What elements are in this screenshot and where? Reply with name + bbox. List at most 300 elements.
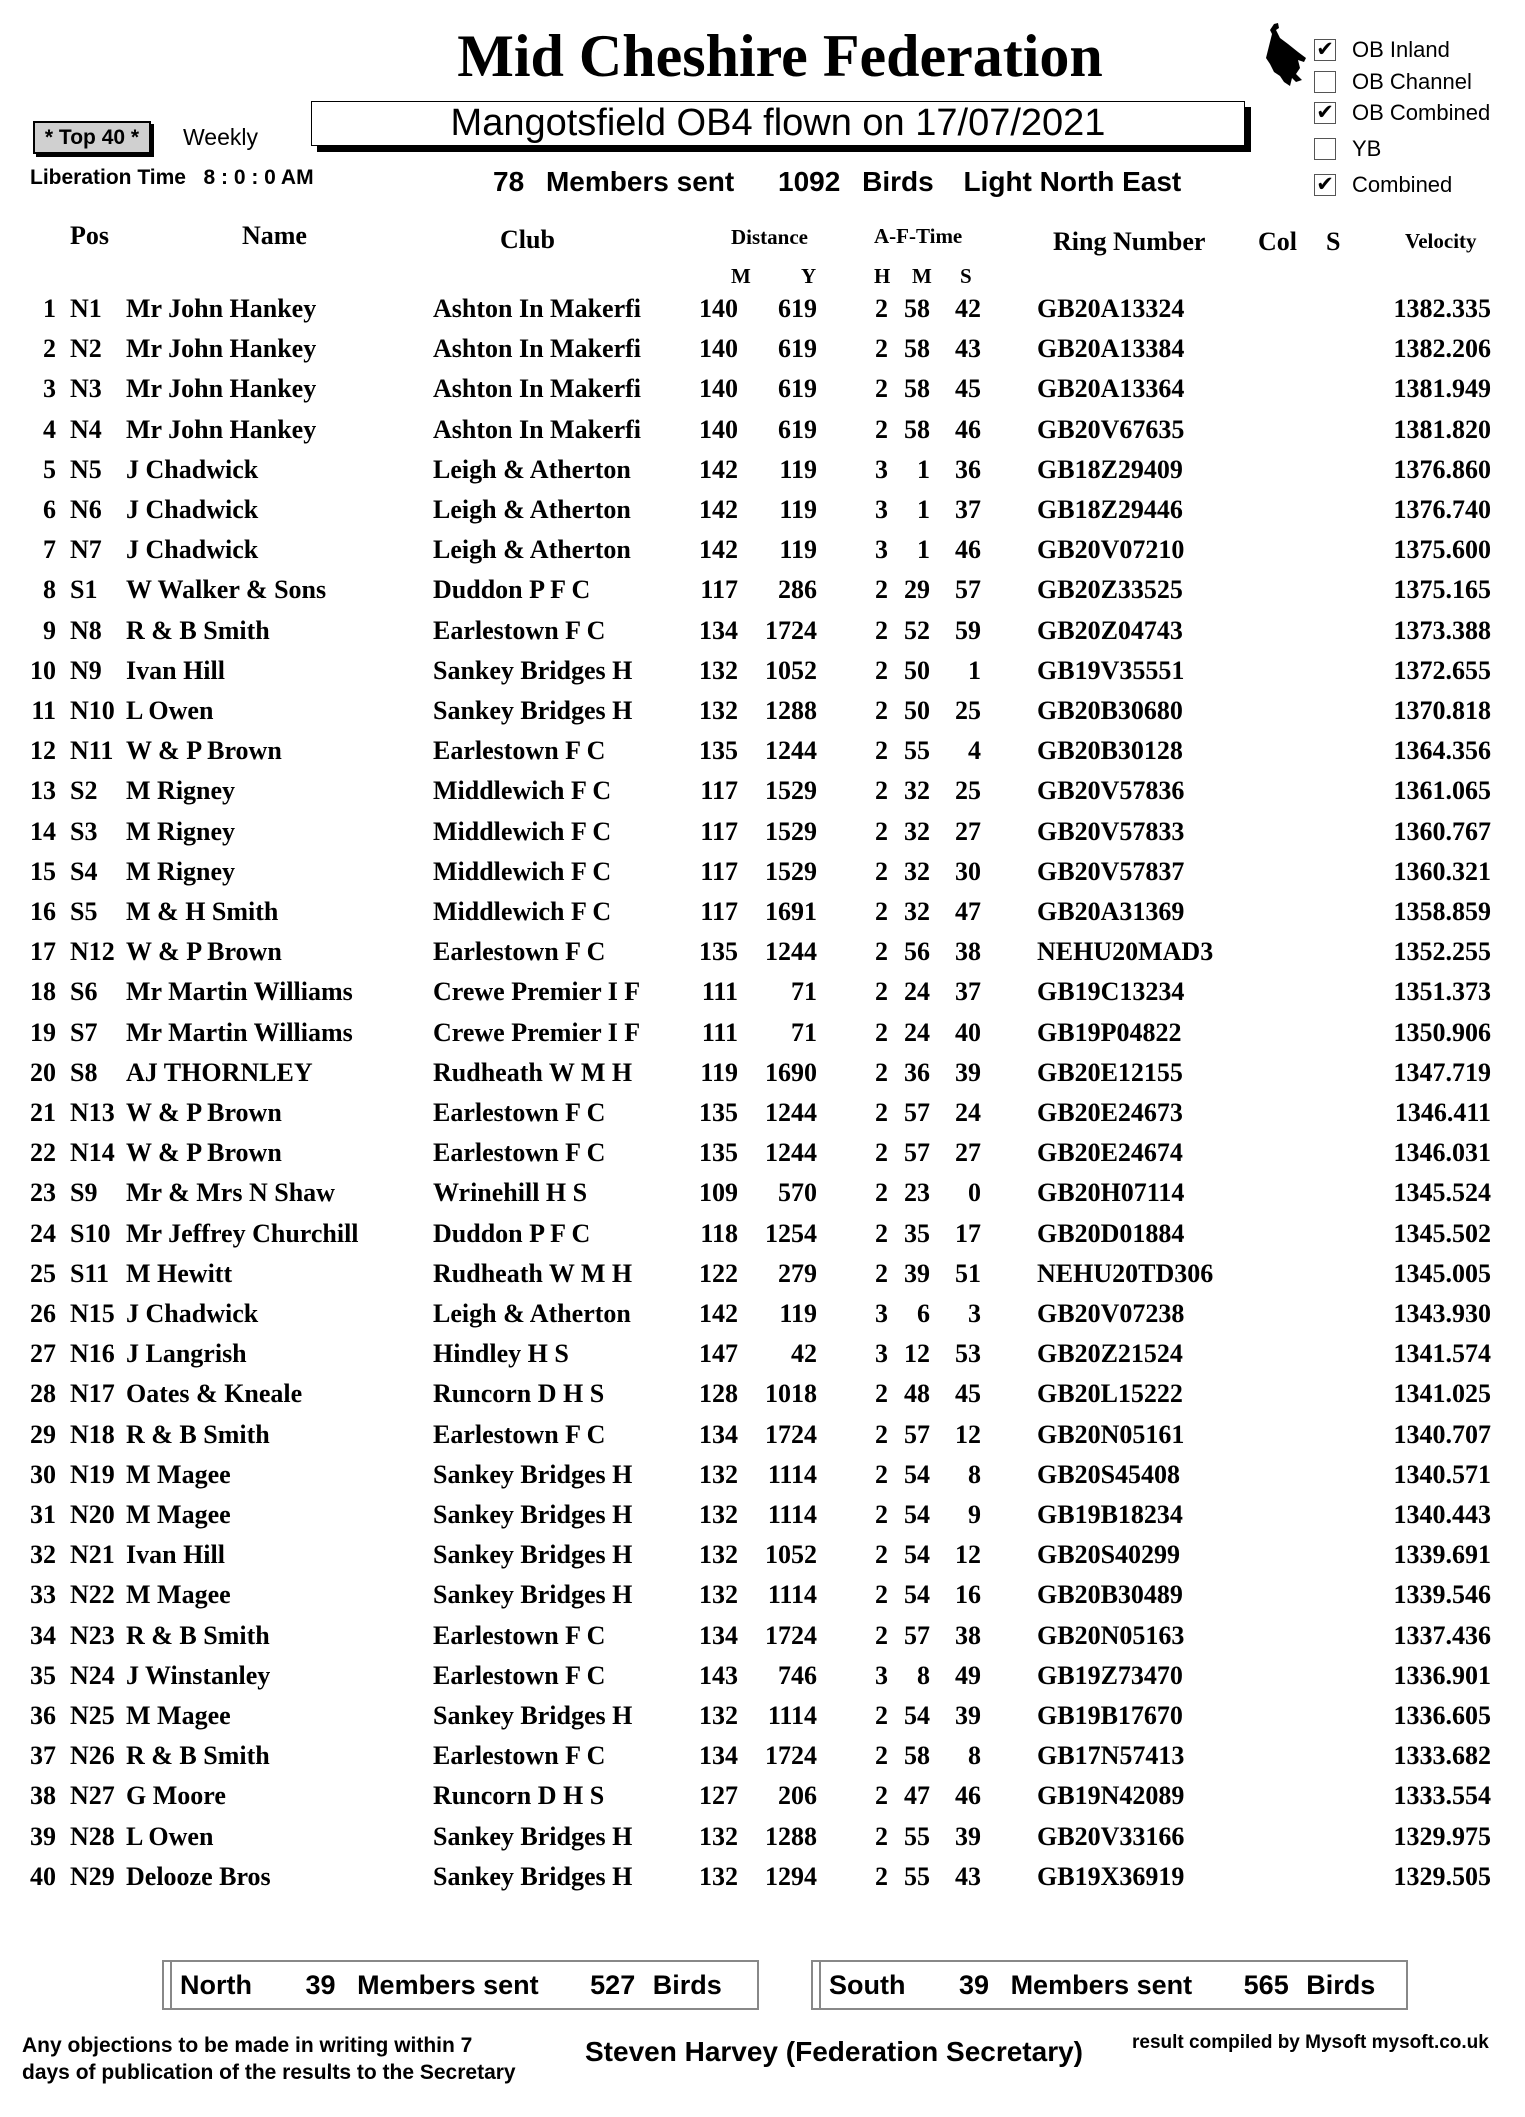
- cell-time-hours: 2: [875, 575, 888, 605]
- cell-ring-number: GB20N05163: [1037, 1620, 1185, 1650]
- cell-distance-yards: 1244: [765, 1138, 817, 1168]
- option-label: OB Channel: [1352, 69, 1472, 94]
- cell-ring-number: GB20B30680: [1037, 696, 1183, 725]
- cell-time-seconds: 25: [955, 696, 981, 725]
- cell-distance-miles: 132: [699, 1580, 738, 1610]
- cell-ring-number: GB20B30128: [1037, 736, 1183, 766]
- header-club: Club: [500, 225, 555, 254]
- cell-pos: 35: [30, 1660, 56, 1690]
- cell-club: Hindley H S: [433, 1339, 569, 1369]
- cell-time-minutes: 58: [904, 1741, 930, 1771]
- cell-distance-yards: 1724: [765, 1419, 817, 1449]
- ob-combined-checkbox[interactable]: ✔: [1314, 102, 1336, 124]
- option-combined[interactable]: [1318, 172, 1452, 198]
- cell-velocity: 1336.605: [1393, 1701, 1491, 1730]
- cell-ring-number: GB20D01884: [1037, 1218, 1185, 1248]
- cell-name: W Walker & Sons: [126, 575, 327, 605]
- header-minutes: M: [912, 264, 932, 288]
- cell-name: Mr John Hankey: [126, 334, 317, 364]
- cell-velocity: 1352.255: [1393, 937, 1491, 967]
- table-row: [0, 495, 1525, 535]
- cell-distance-yards: 71: [791, 1017, 817, 1047]
- cell-section-code: N1: [70, 294, 102, 323]
- cell-pos: 36: [30, 1701, 56, 1730]
- cell-time-seconds: 8: [968, 1741, 981, 1771]
- cell-velocity: 1339.691: [1393, 1540, 1491, 1570]
- cell-time-hours: 3: [875, 1299, 888, 1328]
- cell-ring-number: GB20V33166: [1037, 1821, 1185, 1851]
- cell-ring-number: GB20A13324: [1037, 294, 1185, 323]
- cell-time-seconds: 36: [955, 454, 981, 484]
- cell-club: Earlestown F C: [433, 1620, 606, 1650]
- cell-time-minutes: 47: [904, 1781, 930, 1811]
- cell-name: R & B Smith: [126, 1741, 270, 1771]
- cell-distance-yards: 1254: [765, 1218, 817, 1248]
- cell-club: Ashton In Makerfi: [433, 374, 642, 404]
- south-summary: [811, 1960, 1408, 2010]
- cell-time-seconds: 3: [968, 1299, 981, 1328]
- table-row: [0, 1058, 1525, 1098]
- cell-name: J Chadwick: [126, 535, 259, 565]
- cell-time-hours: 2: [875, 977, 888, 1007]
- table-row: [0, 897, 1525, 937]
- cell-section-code: N4: [70, 414, 102, 444]
- table-row: [0, 1379, 1525, 1419]
- cell-distance-miles: 128: [699, 1379, 738, 1409]
- table-row: [0, 455, 1525, 495]
- cell-distance-miles: 134: [699, 1620, 738, 1650]
- table-row: [0, 1178, 1525, 1218]
- cell-club: Crewe Premier I F: [433, 1017, 641, 1047]
- cell-club: Sankey Bridges H: [433, 1580, 633, 1610]
- table-row: [0, 736, 1525, 776]
- cell-distance-miles: 142: [699, 495, 738, 524]
- cell-ring-number: GB20Z04743: [1037, 615, 1183, 645]
- cell-pos: 5: [43, 454, 56, 484]
- cell-section-code: N14: [70, 1138, 115, 1168]
- cell-time-minutes: 1: [917, 454, 930, 484]
- cell-name: W & P Brown: [126, 1098, 282, 1127]
- cell-pos: 14: [30, 816, 56, 846]
- members-sent-label: Members sent: [545, 166, 735, 197]
- cell-time-seconds: 1: [968, 655, 981, 685]
- cell-time-minutes: 52: [904, 615, 930, 645]
- cell-ring-number: GB20A31369: [1037, 897, 1185, 926]
- table-row: [0, 1460, 1525, 1500]
- cell-section-code: S5: [70, 897, 98, 926]
- cell-distance-yards: 1288: [765, 696, 817, 725]
- cell-distance-yards: 619: [778, 374, 817, 404]
- cell-name: Delooze Bros: [126, 1861, 271, 1891]
- cell-name: R & B Smith: [126, 615, 270, 645]
- cell-distance-miles: 140: [699, 294, 738, 323]
- cell-time-seconds: 25: [955, 776, 981, 806]
- cell-distance-yards: 619: [778, 414, 817, 444]
- cell-club: Leigh & Atherton: [433, 535, 631, 565]
- cell-time-hours: 2: [875, 374, 888, 404]
- cell-distance-miles: 140: [699, 374, 738, 404]
- cell-section-code: N21: [70, 1540, 115, 1570]
- cell-club: Earlestown F C: [433, 1138, 606, 1168]
- cell-time-seconds: 38: [955, 1620, 981, 1650]
- cell-velocity: 1336.901: [1393, 1660, 1491, 1690]
- cell-time-minutes: 35: [904, 1218, 930, 1248]
- members-count: 78: [493, 166, 525, 197]
- cell-ring-number: GB18Z29409: [1037, 454, 1183, 484]
- cell-velocity: 1373.388: [1393, 615, 1491, 645]
- cell-ring-number: GB20S45408: [1037, 1459, 1181, 1489]
- cell-club: Runcorn D H S: [433, 1781, 605, 1811]
- cell-section-code: N9: [70, 655, 102, 685]
- table-row: [0, 1781, 1525, 1821]
- cell-time-minutes: 58: [904, 374, 930, 404]
- cell-section-code: S2: [70, 776, 98, 806]
- cell-time-hours: 2: [875, 1379, 888, 1409]
- cell-club: Middlewich F C: [433, 776, 612, 806]
- cell-time-seconds: 46: [955, 1781, 981, 1811]
- cell-pos: 6: [43, 495, 56, 524]
- cell-ring-number: GB20E24674: [1037, 1138, 1183, 1168]
- table-row: [0, 1580, 1525, 1620]
- cell-distance-yards: 1244: [765, 1098, 817, 1127]
- cell-time-seconds: 39: [955, 1701, 981, 1730]
- cell-pos: 16: [30, 897, 56, 926]
- birds-label: Birds: [862, 166, 934, 197]
- cell-distance-miles: 142: [699, 535, 738, 565]
- cell-distance-yards: 71: [791, 977, 817, 1007]
- cell-time-minutes: 1: [917, 535, 930, 565]
- cell-section-code: N10: [70, 696, 115, 725]
- cell-section-code: N25: [70, 1701, 115, 1730]
- cell-velocity: 1340.707: [1393, 1419, 1491, 1449]
- table-row: [0, 1540, 1525, 1580]
- south-summary-inner: [819, 1962, 1406, 2008]
- cell-name: R & B Smith: [126, 1419, 270, 1449]
- header-aftime: A-F-Time: [874, 224, 963, 248]
- cell-club: Ashton In Makerfi: [433, 414, 642, 444]
- ob-inland-checkbox[interactable]: ✔: [1314, 39, 1336, 61]
- cell-name: J Chadwick: [126, 1299, 259, 1328]
- cell-pos: 22: [30, 1138, 56, 1168]
- cell-name: W & P Brown: [126, 1138, 282, 1168]
- cell-time-seconds: 39: [955, 1821, 981, 1851]
- cell-ring-number: GB20V67635: [1037, 414, 1185, 444]
- liberation-label: Liberation Time: [30, 166, 186, 189]
- cell-section-code: N7: [70, 535, 102, 565]
- cell-time-hours: 2: [875, 1701, 888, 1730]
- cell-name: J Langrish: [126, 1339, 247, 1369]
- cell-time-seconds: 8: [968, 1459, 981, 1489]
- cell-club: Earlestown F C: [433, 736, 606, 766]
- cell-section-code: N5: [70, 454, 102, 484]
- north-label: North: [180, 1970, 252, 2000]
- cell-time-minutes: 55: [904, 736, 930, 766]
- cell-time-minutes: 57: [904, 1138, 930, 1168]
- header-yards: Y: [801, 264, 817, 288]
- cell-club: Earlestown F C: [433, 1419, 606, 1449]
- cell-time-minutes: 6: [917, 1299, 930, 1328]
- cell-time-seconds: 42: [955, 294, 981, 323]
- cell-velocity: 1329.975: [1393, 1821, 1491, 1851]
- table-row: [0, 1701, 1525, 1741]
- cell-pos: 32: [30, 1540, 56, 1570]
- cell-pos: 37: [30, 1741, 56, 1771]
- option-ob-inland[interactable]: [1318, 37, 1450, 63]
- table-row: [0, 415, 1525, 455]
- cell-time-hours: 2: [875, 776, 888, 806]
- cell-ring-number: GB20Z21524: [1037, 1339, 1183, 1369]
- cell-ring-number: GB20V07210: [1037, 535, 1185, 565]
- cell-pos: 30: [30, 1459, 56, 1489]
- header-pos: Pos: [70, 221, 109, 250]
- cell-ring-number: GB19N42089: [1037, 1781, 1185, 1811]
- table-row: [0, 1621, 1525, 1661]
- compiled-by: result compiled by Mysoft mysoft.co.uk: [1132, 2032, 1489, 2053]
- cell-time-hours: 2: [875, 1419, 888, 1449]
- cell-time-minutes: 57: [904, 1098, 930, 1127]
- header-ring-number: Ring Number: [1053, 227, 1206, 256]
- cell-pos: 8: [43, 575, 56, 605]
- wind-direction: Light North East: [963, 166, 1182, 197]
- cell-club: Duddon P F C: [433, 575, 591, 605]
- cell-velocity: 1333.682: [1393, 1741, 1491, 1771]
- cell-velocity: 1333.554: [1393, 1781, 1491, 1811]
- option-ob-combined[interactable]: [1318, 100, 1490, 126]
- cell-pos: 29: [30, 1419, 56, 1449]
- cell-distance-miles: 140: [699, 334, 738, 364]
- cell-name: Ivan Hill: [126, 1540, 225, 1570]
- cell-name: G Moore: [126, 1781, 226, 1811]
- cell-time-seconds: 9: [968, 1500, 981, 1529]
- cell-time-seconds: 4: [968, 736, 981, 766]
- cell-section-code: N27: [70, 1781, 115, 1811]
- cell-name: J Chadwick: [126, 495, 259, 524]
- cell-time-minutes: 1: [917, 495, 930, 524]
- cell-section-code: N8: [70, 615, 102, 645]
- cell-pos: 21: [30, 1098, 56, 1127]
- south-birds: 565: [1243, 1970, 1289, 2000]
- yb-checkbox[interactable]: [1314, 138, 1336, 160]
- cell-distance-yards: 1244: [765, 736, 817, 766]
- cell-club: Earlestown F C: [433, 1660, 606, 1690]
- cell-ring-number: GB19B17670: [1037, 1701, 1183, 1730]
- cell-distance-yards: 1690: [765, 1057, 817, 1087]
- cell-club: Sankey Bridges H: [433, 696, 633, 725]
- cell-ring-number: GB20V57837: [1037, 856, 1185, 886]
- cell-ring-number: GB20N05161: [1037, 1419, 1185, 1449]
- table-row: [0, 1741, 1525, 1781]
- cell-club: Crewe Premier I F: [433, 977, 641, 1007]
- table-row: [0, 696, 1525, 736]
- cell-velocity: 1341.574: [1393, 1339, 1491, 1369]
- cell-section-code: S9: [70, 1178, 98, 1208]
- cell-time-hours: 2: [875, 1580, 888, 1610]
- option-yb[interactable]: [1318, 136, 1381, 162]
- cell-ring-number: NEHU20MAD3: [1037, 937, 1214, 967]
- cell-time-seconds: 27: [955, 816, 981, 846]
- cell-distance-yards: 119: [779, 1299, 817, 1328]
- cell-time-hours: 2: [875, 1821, 888, 1851]
- cell-section-code: N15: [70, 1299, 115, 1328]
- north-members-sent-label: Members sent: [357, 1970, 539, 2000]
- liberation-time: [30, 166, 314, 190]
- cell-ring-number: GB20H07114: [1037, 1178, 1185, 1208]
- cell-time-hours: 3: [875, 495, 888, 524]
- cell-section-code: N6: [70, 495, 102, 524]
- combined-checkbox[interactable]: ✔: [1314, 174, 1336, 196]
- table-row: [0, 817, 1525, 857]
- cell-time-seconds: 12: [955, 1540, 981, 1570]
- cell-velocity: 1350.906: [1393, 1017, 1491, 1047]
- cell-pos: 13: [30, 776, 56, 806]
- cell-distance-miles: 117: [700, 897, 738, 926]
- cell-club: Rudheath W M H: [433, 1057, 633, 1087]
- cell-distance-yards: 1724: [765, 1741, 817, 1771]
- cell-time-minutes: 54: [904, 1459, 930, 1489]
- cell-section-code: N13: [70, 1098, 115, 1127]
- cell-section-code: N3: [70, 374, 102, 404]
- cell-distance-yards: 1529: [765, 856, 817, 886]
- cell-time-hours: 2: [875, 1781, 888, 1811]
- cell-time-hours: 3: [875, 1339, 888, 1369]
- cell-distance-yards: 1724: [765, 615, 817, 645]
- cell-time-hours: 2: [875, 1258, 888, 1288]
- cell-distance-miles: 132: [699, 1821, 738, 1851]
- page-title: Mid Cheshire Federation: [457, 23, 1103, 89]
- cell-time-seconds: 38: [955, 937, 981, 967]
- cell-distance-yards: 1244: [765, 937, 817, 967]
- cell-club: Runcorn D H S: [433, 1379, 605, 1409]
- table-row: [0, 294, 1525, 334]
- cell-pos: 7: [43, 535, 56, 565]
- birds-count: 1092: [778, 166, 841, 197]
- cell-distance-miles: 132: [699, 1540, 738, 1570]
- pigeon-logo-icon: [1262, 22, 1308, 88]
- cell-section-code: N22: [70, 1580, 115, 1610]
- cell-pos: 24: [30, 1218, 56, 1248]
- cell-pos: 15: [30, 856, 56, 886]
- option-label: OB Inland: [1352, 37, 1450, 62]
- cell-time-hours: 2: [875, 294, 888, 323]
- cell-club: Earlestown F C: [433, 937, 606, 967]
- table-row: [0, 374, 1525, 414]
- cell-ring-number: GB19V35551: [1037, 655, 1185, 685]
- cell-ring-number: GB20B30489: [1037, 1580, 1183, 1610]
- cell-distance-yards: 119: [779, 495, 817, 524]
- cell-ring-number: GB19B18234: [1037, 1500, 1183, 1529]
- cell-time-hours: 2: [875, 856, 888, 886]
- cell-time-hours: 2: [875, 414, 888, 444]
- objection-line-1: Any objections to be made in writing within 7: [22, 2034, 473, 2057]
- cell-velocity: 1337.436: [1393, 1620, 1491, 1650]
- cell-time-minutes: 50: [904, 655, 930, 685]
- cell-name: M Rigney: [126, 816, 236, 846]
- cell-distance-miles: 134: [699, 1419, 738, 1449]
- cell-velocity: 1345.502: [1393, 1218, 1491, 1248]
- cell-pos: 26: [30, 1299, 56, 1328]
- cell-section-code: N12: [70, 937, 115, 967]
- cell-time-minutes: 48: [904, 1379, 930, 1409]
- cell-time-seconds: 45: [955, 1379, 981, 1409]
- ob-channel-checkbox[interactable]: [1314, 71, 1336, 93]
- cell-ring-number: GB20V07238: [1037, 1299, 1185, 1328]
- cell-pos: 10: [30, 655, 56, 685]
- cell-velocity: 1376.740: [1393, 495, 1491, 524]
- cell-time-hours: 2: [875, 937, 888, 967]
- header-seconds: S: [960, 264, 972, 288]
- table-row: [0, 1822, 1525, 1862]
- south-label: South: [829, 1970, 906, 2000]
- cell-ring-number: GB20Z33525: [1037, 575, 1183, 605]
- cell-time-minutes: 32: [904, 897, 930, 926]
- cell-time-hours: 2: [875, 816, 888, 846]
- cell-distance-miles: 142: [699, 454, 738, 484]
- cell-pos: 18: [30, 977, 56, 1007]
- cell-time-hours: 2: [875, 1218, 888, 1248]
- cell-section-code: S11: [70, 1258, 110, 1288]
- cell-name: R & B Smith: [126, 1620, 270, 1650]
- cell-section-code: N29: [70, 1861, 115, 1891]
- cell-section-code: N16: [70, 1339, 115, 1369]
- cell-club: Rudheath W M H: [433, 1258, 633, 1288]
- cell-velocity: 1375.165: [1393, 575, 1491, 605]
- cell-distance-yards: 619: [778, 294, 817, 323]
- cell-name: J Chadwick: [126, 454, 259, 484]
- cell-name: J Winstanley: [126, 1660, 271, 1690]
- table-row: [0, 1219, 1525, 1259]
- cell-velocity: 1376.860: [1393, 454, 1491, 484]
- cell-pos: 27: [30, 1339, 56, 1369]
- south-members: 39: [959, 1970, 990, 2000]
- cell-pos: 34: [30, 1620, 56, 1650]
- cell-club: Middlewich F C: [433, 816, 612, 846]
- cell-time-seconds: 47: [955, 897, 981, 926]
- cell-distance-miles: 134: [699, 615, 738, 645]
- header-name: Name: [242, 221, 307, 250]
- cell-section-code: N18: [70, 1419, 115, 1449]
- cell-club: Wrinehill H S: [433, 1178, 588, 1208]
- cell-pos: 12: [30, 736, 56, 766]
- cell-distance-yards: 1691: [765, 897, 817, 926]
- cell-time-hours: 3: [875, 454, 888, 484]
- table-row: [0, 1661, 1525, 1701]
- cell-distance-yards: 42: [791, 1339, 817, 1369]
- cell-time-minutes: 36: [904, 1057, 930, 1087]
- option-ob-channel[interactable]: [1318, 69, 1472, 95]
- cell-time-seconds: 0: [968, 1178, 981, 1208]
- cell-velocity: 1360.767: [1393, 816, 1491, 846]
- cell-name: Oates & Kneale: [126, 1379, 303, 1409]
- cell-distance-miles: 135: [699, 937, 738, 967]
- cell-pos: 9: [43, 615, 56, 645]
- north-birds: 527: [590, 1970, 636, 2000]
- cell-name: Mr Martin Williams: [126, 1017, 353, 1047]
- cell-velocity: 1345.005: [1393, 1258, 1491, 1288]
- cell-name: Mr Martin Williams: [126, 977, 353, 1007]
- cell-time-hours: 2: [875, 1057, 888, 1087]
- cell-time-minutes: 58: [904, 414, 930, 444]
- cell-time-minutes: 54: [904, 1701, 930, 1730]
- cell-ring-number: GB18Z29446: [1037, 495, 1183, 524]
- cell-velocity: 1346.411: [1394, 1098, 1491, 1127]
- cell-distance-miles: 143: [699, 1660, 738, 1690]
- cell-velocity: 1351.373: [1393, 977, 1491, 1007]
- cell-distance-miles: 132: [699, 1500, 738, 1529]
- cell-velocity: 1345.524: [1393, 1178, 1491, 1208]
- cell-name: AJ THORNLEY: [126, 1057, 313, 1087]
- cell-club: Leigh & Atherton: [433, 454, 631, 484]
- cell-name: M Rigney: [126, 856, 236, 886]
